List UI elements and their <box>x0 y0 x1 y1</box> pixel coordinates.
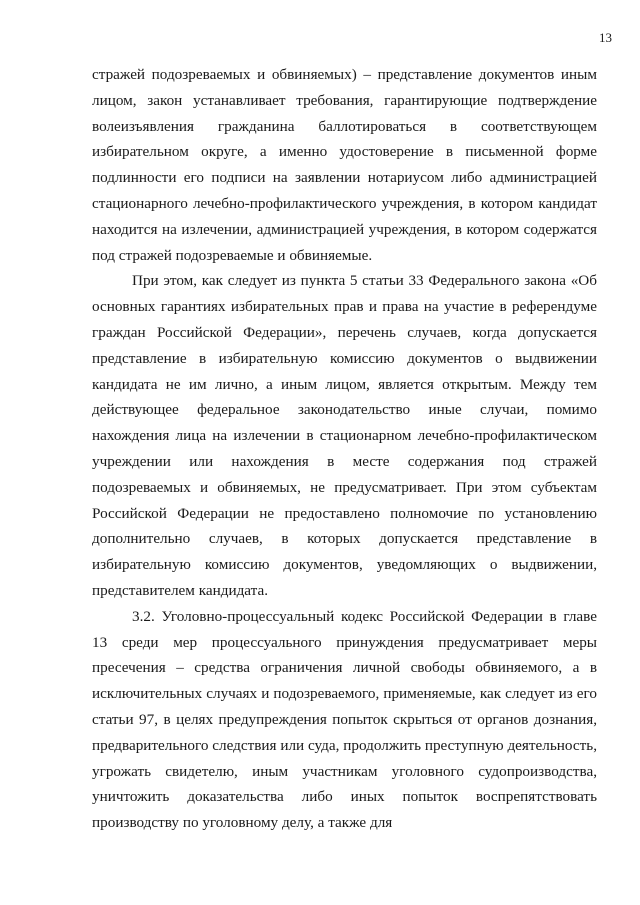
document-body <box>92 62 597 836</box>
paragraph-federal-law: При этом, как следует из пункта 5 статьи 33 Федерального закона «Об основных гарантиях избирательных прав и права на участие в референдуме граждан Российской Федерации», перечень случаев, когда допускается представление в избирательную комиссию документов о выдвижении кандидата не им лично, а иным лицом, является открытым. Между тем действующее федеральное законодательство иные случаи, помимо нахождения лица на излечении в стационарном лечебно-профилактическом учреждении или нахождения в месте содержания под стражей подозреваемых и обвиняемых, не предусматривает. При этом субъектам Российской Федерации не предоставлено полномочие по установлению дополнительно случаев, в которых допускается представление в избирательную комиссию документов, уведомляющих о выдвижении, представителем кандидата. <box>92 272 597 599</box>
paragraph-continuation: стражей подозреваемых и обвиняемых) – представление документов иным лицом, закон устанавливает требования, гарантирующие подтверждение волеизъявления гражданина баллотироваться в соответствующем избирательном округе, а именно удостоверение в письменной форме подлинности его подписи на заявлении нотариусом либо администрацией стационарного лечебно-профилактического учреждения, в котором кандидат находится на излечении, администрацией учреждения, в котором содержатся под стражей подозреваемые и обвиняемые. <box>92 66 597 264</box>
page-number: 13 <box>599 30 612 45</box>
paragraph-criminal-procedure-code: 3.2. Уголовно-процессуальный кодекс Российской Федерации в главе 13 среди мер процессуального принуждения предусматривает меры пресечения – средства ограничения личной свободы обвиняемого, а в исключительных случаях и подозреваемого, применяемые, как следует из его статьи 97, в целях предупреждения попыток скрыться от органов дознания, предварительного следствия или суда, продолжить преступную деятельность, угрожать свидетелю, иным участникам уголовного судопроизводства, уничтожить доказательства либо иных попыток воспрепятствовать производству по уголовному делу, а также для <box>92 607 597 832</box>
